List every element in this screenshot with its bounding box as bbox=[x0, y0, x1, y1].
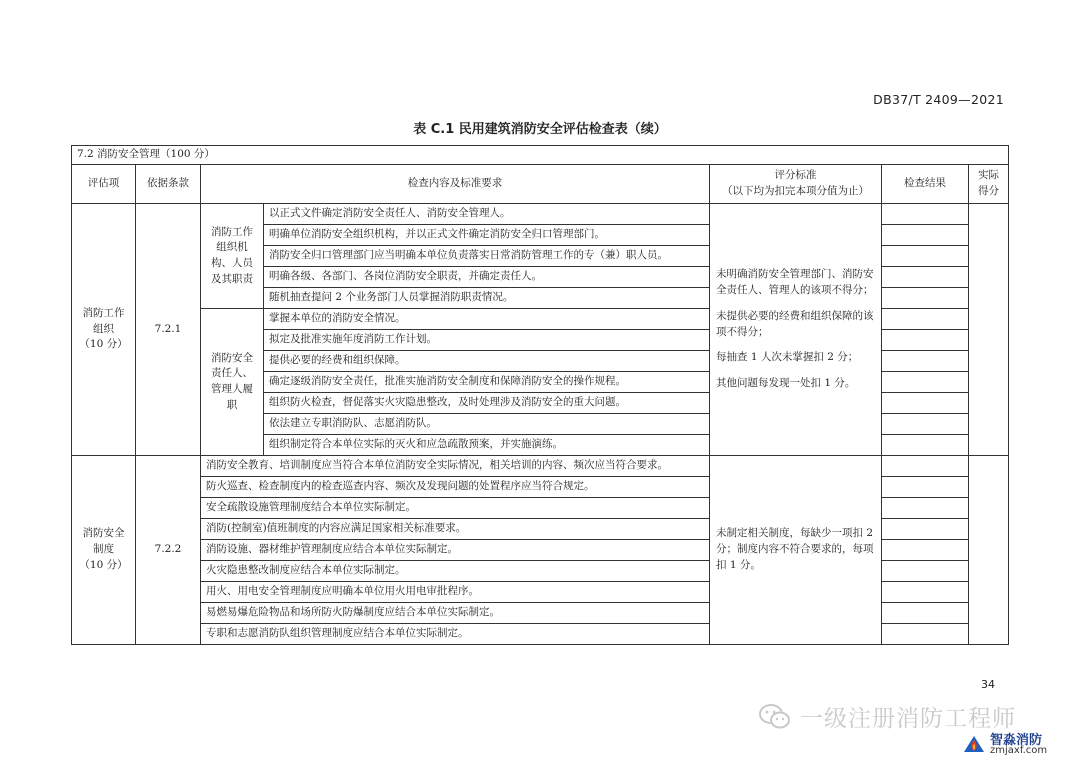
result-cell[interactable] bbox=[882, 603, 969, 624]
basis-cell: 7.2.2 bbox=[136, 456, 201, 645]
logo-name: 智淼消防 bbox=[990, 733, 1043, 748]
score-rule: 未提供必要的经费和组织保障的该项不得分； bbox=[716, 309, 874, 338]
group-line: 消防安全 bbox=[211, 351, 253, 364]
col-item-header: 评估项 bbox=[72, 165, 136, 204]
header-row bbox=[72, 165, 1009, 204]
wechat-icon bbox=[758, 703, 792, 731]
result-cell[interactable] bbox=[882, 624, 969, 645]
requirement-cell: 随机抽查提问 2 个业务部门人员掌握消防职责情况。 bbox=[264, 288, 710, 309]
result-cell[interactable] bbox=[882, 267, 969, 288]
basis-cell: 7.2.1 bbox=[136, 204, 201, 456]
requirement-cell: 掌握本单位的消防安全情况。 bbox=[264, 309, 710, 330]
actual-score-cell[interactable] bbox=[969, 204, 1009, 456]
group-line: 构、人员 bbox=[211, 257, 253, 269]
requirement-cell: 消防安全教育、培训制度应当符合本单位消防安全实际情况，相关培训的内容、频次应当符合要求。 bbox=[201, 456, 710, 477]
col-standard-line2: （以下均为扣完本项分值为止） bbox=[722, 185, 869, 197]
requirement-cell: 消防安全归口管理部门应当明确本单位负责落实日常消防管理工作的专（兼）职人员。 bbox=[264, 246, 710, 267]
group-line: 管理人履 bbox=[211, 383, 253, 395]
requirement-cell: 消防(控制室)值班制度的内容应满足国家相关标准要求。 bbox=[201, 519, 710, 540]
result-cell[interactable] bbox=[882, 330, 969, 351]
requirement-cell: 确定逐级消防安全责任，批准实施消防安全制度和保障消防安全的操作规程。 bbox=[264, 372, 710, 393]
col-standard-line1: 评分标准 bbox=[774, 169, 817, 182]
evaluation-table bbox=[71, 145, 1009, 645]
group-line: 及其职责 bbox=[211, 272, 253, 285]
result-cell[interactable] bbox=[882, 477, 969, 498]
requirement-cell: 明确单位消防安全组织机构，并以正式文件确定消防安全归口管理部门。 bbox=[264, 225, 710, 246]
col-result-header: 检查结果 bbox=[882, 165, 969, 204]
result-cell[interactable] bbox=[882, 498, 969, 519]
result-cell[interactable] bbox=[882, 435, 969, 456]
requirement-cell: 组织制定符合本单位实际的灭火和应急疏散预案，并实施演练。 bbox=[264, 435, 710, 456]
item-line: 组织 bbox=[93, 322, 114, 335]
col-actual-line1: 实际 bbox=[978, 169, 1000, 182]
result-cell[interactable] bbox=[882, 288, 969, 309]
group-line: 职 bbox=[226, 398, 238, 411]
score-rule: 未明确消防安全管理部门、消防安全责任人、管理人的该项不得分； bbox=[716, 268, 874, 296]
result-cell[interactable] bbox=[882, 540, 969, 561]
score-standard-cell bbox=[710, 456, 882, 645]
group-line: 组织机 bbox=[216, 241, 248, 254]
section-row bbox=[72, 146, 1009, 165]
requirement-cell: 提供必要的经费和组织保障。 bbox=[264, 351, 710, 372]
result-cell[interactable] bbox=[882, 309, 969, 330]
table-row bbox=[72, 204, 1009, 225]
item-line: 制度 bbox=[93, 543, 114, 556]
result-cell[interactable] bbox=[882, 204, 969, 225]
requirement-cell: 用火、用电安全管理制度应明确本单位用火用电审批程序。 bbox=[201, 582, 710, 603]
item-cell-safety-system bbox=[72, 456, 136, 645]
result-cell[interactable] bbox=[882, 393, 969, 414]
result-cell[interactable] bbox=[882, 414, 969, 435]
requirement-cell: 组织防火检查，督促落实火灾隐患整改，及时处理涉及消防安全的重大问题。 bbox=[264, 393, 710, 414]
score-rule: 每抽查 1 人次未掌握扣 2 分； bbox=[716, 351, 859, 364]
col-actual-header bbox=[969, 165, 1009, 204]
item-line: （10 分） bbox=[79, 338, 128, 351]
item-line: （10 分） bbox=[79, 558, 128, 571]
item-cell-fire-work-org bbox=[72, 204, 136, 456]
result-cell[interactable] bbox=[882, 582, 969, 603]
result-cell[interactable] bbox=[882, 351, 969, 372]
standard-number: DB37/T 2409—2021 bbox=[873, 92, 1004, 107]
requirement-cell: 消防设施、器材维护管理制度应结合本单位实际制定。 bbox=[201, 540, 710, 561]
brand-logo bbox=[962, 728, 1072, 760]
watermark-text: 一级注册消防工程师 bbox=[800, 706, 1016, 732]
col-standard-header bbox=[710, 165, 882, 204]
actual-score-cell[interactable] bbox=[969, 456, 1009, 645]
group-cell-duties bbox=[201, 309, 264, 456]
section-title: 7.2 消防安全管理（100 分） bbox=[72, 146, 1009, 165]
requirement-cell: 专职和志愿消防队组织管理制度应结合本单位实际制定。 bbox=[201, 624, 710, 645]
logo-url: zmjaxf.com bbox=[990, 745, 1048, 756]
requirement-cell: 以正式文件确定消防安全责任人、消防安全管理人。 bbox=[264, 204, 710, 225]
group-line: 责任人、 bbox=[211, 367, 253, 380]
score-standard-cell bbox=[710, 204, 882, 456]
col-content-header: 检查内容及标准要求 bbox=[201, 165, 710, 204]
table-row bbox=[72, 456, 1009, 477]
requirement-cell: 安全疏散设施管理制度结合本单位实际制定。 bbox=[201, 498, 710, 519]
item-line: 消防安全 bbox=[82, 527, 125, 540]
requirement-cell: 火灾隐患整改制度应结合本单位实际制定。 bbox=[201, 561, 710, 582]
group-cell-org bbox=[201, 204, 264, 309]
result-cell[interactable] bbox=[882, 246, 969, 267]
requirement-cell: 依法建立专职消防队、志愿消防队。 bbox=[264, 414, 710, 435]
requirement-cell: 防火巡查、检查制度内的检查巡查内容、频次及发现问题的处置程序应当符合规定。 bbox=[201, 477, 710, 498]
result-cell[interactable] bbox=[882, 456, 969, 477]
score-rule: 其他问题每发现一处扣 1 分。 bbox=[716, 377, 856, 389]
table-title: 表 C.1 民用建筑消防安全评估检查表（续） bbox=[413, 122, 667, 137]
requirement-cell: 易燃易爆危险物品和场所防火防爆制度应结合本单位实际制定。 bbox=[201, 603, 710, 624]
col-basis-header: 依据条款 bbox=[136, 165, 201, 204]
score-rule: 未制定相关制度，每缺少一项扣 2 分；制度内容不符合要求的，每项扣 1 分。 bbox=[716, 527, 874, 571]
result-cell[interactable] bbox=[882, 519, 969, 540]
result-cell[interactable] bbox=[882, 225, 969, 246]
flame-logo-icon bbox=[962, 732, 986, 756]
requirement-cell: 明确各级、各部门、各岗位消防安全职责，并确定责任人。 bbox=[264, 267, 710, 288]
col-actual-line2: 得分 bbox=[978, 185, 1000, 197]
result-cell[interactable] bbox=[882, 372, 969, 393]
page-number: 34 bbox=[981, 678, 995, 691]
requirement-cell: 拟定及批准实施年度消防工作计划。 bbox=[264, 330, 710, 351]
item-line: 消防工作 bbox=[82, 306, 125, 319]
group-line: 消防工作 bbox=[211, 225, 253, 238]
result-cell[interactable] bbox=[882, 561, 969, 582]
